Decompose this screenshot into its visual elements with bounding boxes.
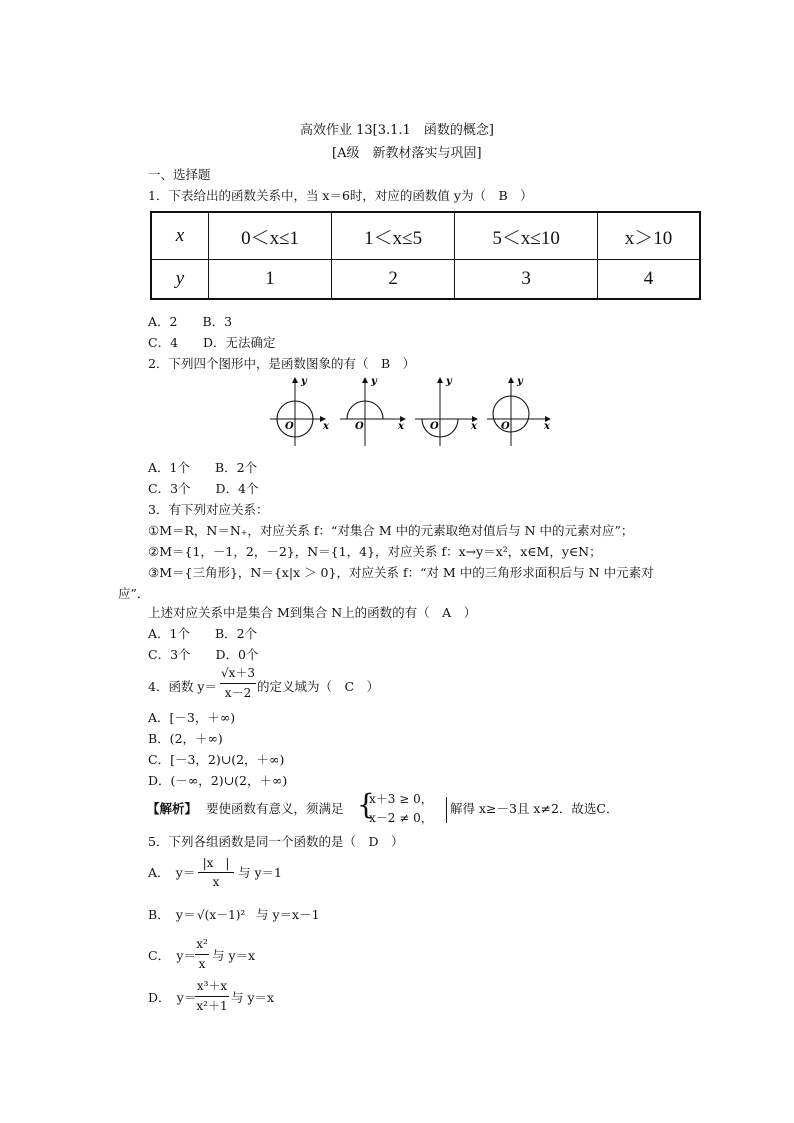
q4-denominator: x－2: [224, 686, 252, 700]
brace-right: [446, 797, 447, 823]
axis-label-x: x: [323, 421, 329, 432]
table-cell: 1＜x≤5: [332, 212, 455, 260]
q2-options-cd: C．3个 D．4个: [148, 481, 259, 496]
origin-label: O: [285, 421, 294, 432]
fraction-bar: [198, 872, 234, 873]
q4-stem-prefix: 4．函数 y＝: [148, 679, 217, 694]
q4-option-b: B．(2，＋∞): [148, 731, 223, 746]
function-graphs-figure: [265, 374, 555, 449]
axis-label-x: x: [544, 421, 550, 432]
q3-question: 上述对应关系中是集合 M到集合 N上的函数的有（ A ）: [148, 605, 477, 620]
origin-label: O: [355, 421, 364, 432]
table-cell: x: [151, 212, 209, 260]
table-cell: 0＜x≤1: [209, 212, 332, 260]
q5-option-d-label: D． y＝: [148, 990, 197, 1005]
q3-item-1: ①M＝R，N＝N₊，对应关系 f：“对集合 M 中的元素取绝对值后与 N 中的元素对应”；: [148, 523, 634, 538]
q5-c-numerator: x²: [196, 937, 208, 951]
fraction-bar: [220, 683, 256, 684]
brace-left: {: [357, 788, 375, 821]
table-cell: x＞10: [598, 212, 700, 260]
axis-label-y: y: [446, 376, 452, 387]
graph-full-circle: [270, 376, 330, 446]
axis-label-y: y: [301, 376, 307, 387]
q4-option-d: D．(－∞，2)∪(2，＋∞): [148, 773, 288, 788]
graph-circle-variant: [487, 376, 551, 446]
q3-stem: 3．有下列对应关系：: [148, 502, 269, 517]
fraction-bar: [195, 954, 209, 955]
table-cell: 2: [332, 260, 455, 299]
q1-options-ab: A．2 B．3: [148, 314, 233, 329]
analysis-text: 要使函数有意义，须满足: [206, 801, 344, 816]
q5-option-c-label: C． y＝: [148, 948, 196, 963]
q5-option-b-label: B． y＝: [148, 907, 196, 922]
axis-label-y: y: [371, 376, 377, 387]
analysis-conclusion: 解得 x≥－3且 x≠2．故选C．: [450, 801, 619, 816]
q3-options-ab: A．1个 B．2个: [148, 626, 258, 641]
origin-label: O: [430, 421, 439, 432]
table-cell: y: [151, 260, 209, 299]
q5-option-a-label: A． y＝: [148, 865, 196, 880]
axis-label-x: x: [471, 421, 477, 432]
q1-options-cd: C．4 D．无法确定: [148, 335, 276, 350]
origin-label: O: [501, 421, 510, 432]
q5-option-a-tail: 与 y＝1: [238, 865, 282, 880]
axis-label-x: x: [398, 421, 404, 432]
q5-option-d-tail: 与 y＝x: [231, 990, 275, 1005]
q3-item-3: ③M＝{三角形}，N＝{x|x ＞ 0}，对应关系 f：“对 M 中的三角形求面积后与 N 中元素对: [148, 565, 654, 580]
q5-a-numerator: |x |: [202, 856, 230, 870]
q4-stem-suffix: 的定义域为（ C ）: [257, 679, 380, 694]
q4-option-a: A．[－3，＋∞): [148, 710, 236, 725]
q5-option-c-tail: 与 y＝x: [212, 948, 256, 963]
graph-upper-semicircle: [340, 376, 405, 446]
q4-option-c: C．[－3，2)∪(2，＋∞): [148, 752, 285, 767]
q3-item-3-cont: 应”．: [118, 586, 150, 601]
q5-b-expression: √(x－1)²: [197, 908, 246, 922]
q5-c-denominator: x: [198, 957, 206, 971]
fraction-bar: [195, 996, 229, 997]
q5-option-b-tail: 与 y＝x－1: [256, 907, 320, 922]
analysis-label: 【解析】: [147, 801, 198, 816]
table-row: [151, 212, 700, 260]
q2-options-ab: A．1个 B．2个: [148, 460, 258, 475]
graph-lower-semicircle: [415, 376, 478, 446]
table-cell: 1: [209, 260, 332, 299]
q3-options-cd: C．3个 D．0个: [148, 647, 259, 662]
q4-numerator: √x＋3: [220, 666, 256, 680]
q2-stem: 2．下列四个图形中，是函数图象的有（ B ）: [148, 356, 416, 371]
table-cell: 3: [455, 260, 598, 299]
analysis-condition-2: x－2 ≠ 0，: [369, 811, 433, 825]
q3-item-2: ②M＝{1，－1，2，－2}，N＝{1，4}，对应关系 f：x→y＝x²，x∈M，y∈N；: [148, 544, 602, 559]
q5-a-denominator: x: [212, 875, 220, 889]
value-table: [150, 211, 701, 300]
axis-label-y: y: [517, 376, 523, 387]
table-cell: 5＜x≤10: [455, 212, 598, 260]
table-row: [151, 260, 700, 299]
section-heading: 一、选择题: [148, 167, 211, 182]
q5-d-numerator: x³＋x: [196, 979, 228, 993]
q5-d-denominator: x²＋1: [196, 999, 228, 1013]
q1-stem: 1．下表给出的函数关系中，当 x＝6时，对应的函数值 y为（ B ）: [148, 188, 533, 203]
q5-stem: 5．下列各组函数是同一个函数的是（ D ）: [148, 834, 404, 849]
analysis-condition-1: x＋3 ≥ 0，: [369, 792, 433, 806]
page-title: 高效作业 13[3.1.1 函数的概念]: [300, 123, 494, 138]
page-subtitle: [A级 新教材落实与巩固]: [332, 146, 482, 161]
table-cell: 4: [598, 260, 700, 299]
